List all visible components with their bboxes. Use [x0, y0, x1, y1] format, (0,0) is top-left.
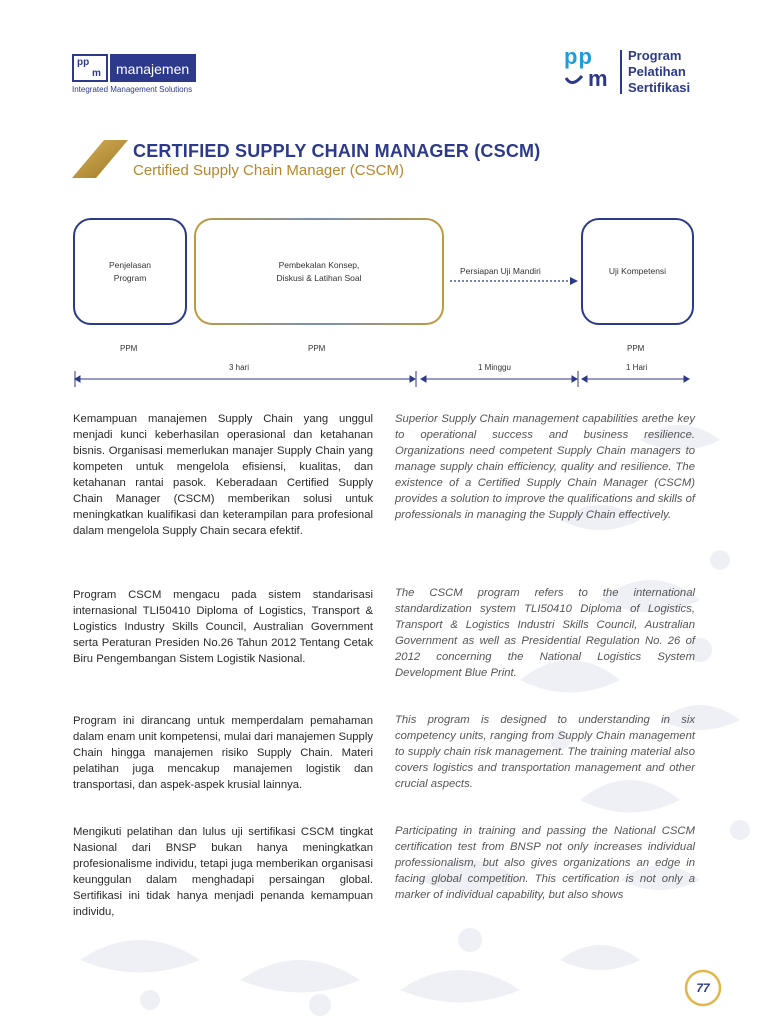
- paragraph-text: Participating in training and passing the National CSCM certification test from BNSP not only increases individual professionalism, but also gives organizations an edge in facing global competition. This certification is not only a marker of individual capability, but also shows: [395, 825, 695, 901]
- logo-letter-m: m: [92, 68, 101, 79]
- paragraph-text: Program ini dirancang untuk memperdalam pemahaman dalam enam unit kompetensi, mulai dari manajemen Supply Chain hingga manajemen risiko Supply Chain. Materi pelatihan juga mencakup manajemen logistik dan transportasi, dan aspek-aspek krusial lainnya.: [73, 715, 373, 791]
- paragraph-text: Program CSCM mengacu pada sistem standarisasi internasional TLI50410 Diploma of Logistics, Transport & Logistics Industry Skills Council, Australian Government serta Peraturan Presiden No.26 Tahun 2012 Tentang Cetak Biru Pengembangan Sistem Logistik Nasional.: [73, 589, 373, 665]
- page-number-badge: [683, 968, 723, 1008]
- logo-line-program: Program: [628, 48, 682, 63]
- logo-tick-icon: [564, 74, 584, 88]
- duration-label: 1 Hari: [626, 363, 648, 372]
- paragraph-id-1: [73, 411, 373, 539]
- paragraph-en-2: [395, 585, 695, 681]
- program-pelatihan-sertifikasi-logo: [560, 46, 710, 98]
- duration-timeline: [72, 365, 696, 395]
- flow-step-line1: Pembekalan Konsep,: [278, 259, 360, 270]
- page-title: CERTIFIED SUPPLY CHAIN MANAGER (CSCM): [133, 141, 541, 161]
- logo-right-pp: pp: [564, 44, 593, 69]
- page-subtitle: Certified Supply Chain Manager (CSCM): [133, 162, 404, 179]
- paragraph-en-1: [395, 411, 695, 523]
- paragraph-text: This program is designed to understanding in six competency units, ranging from Supply Chain management to supply chain risk management. The training material also covers logistics and transportation management and other crucial aspects.: [395, 714, 695, 790]
- title-accent-slash: [72, 140, 132, 180]
- dotted-arrow: [448, 276, 580, 286]
- org-label: PPM: [308, 344, 326, 353]
- duration-label: 3 hari: [229, 363, 250, 372]
- flow-step-line2: Diskusi & Latihan Soal: [276, 272, 362, 283]
- org-label: PPM: [120, 344, 138, 353]
- logo-brand-text: manajemen: [116, 61, 190, 77]
- logo-letters-pp: pp: [77, 57, 90, 68]
- duration-label: 1 Minggu: [478, 363, 511, 372]
- ppm-manajemen-logo: [72, 54, 202, 96]
- page-number: 77: [696, 981, 710, 995]
- flow-step-label: [276, 259, 361, 285]
- paragraph-text: The CSCM program refers to the international standardization system TLI50410 Diploma of Logistics, Transport & Logistics Industri Skills Council, Australian Government as well as Presidential Regulation No. 26 of 2012 concerning the National Logistics System Development Blue Print.: [395, 587, 695, 679]
- paragraph-en-3: [395, 712, 695, 792]
- flow-step-label: Uji Kompetensi: [608, 266, 667, 276]
- paragraph-id-3: [73, 713, 373, 793]
- logo-line-pelatihan: Pelatihan: [628, 64, 686, 79]
- logo-right-m: m: [588, 66, 608, 91]
- paragraph-text: Superior Supply Chain management capabilities arethe key to operational success and business resilience. Organizations need competent Supply Chain managers to manage supply chain efficiency, quality and resilience. The existence of a Certified Supply Chain Manager (CSCM) provides a solution to improve the qualifications and skills of professionals in managing the Supply Chain effectively.: [395, 413, 695, 521]
- ppm-logo-mark: [72, 54, 108, 82]
- logo-divider: [620, 50, 622, 94]
- flow-step-penjelasan: [73, 218, 187, 325]
- paragraph-text: Kemampuan manajemen Supply Chain yang unggul menjadi kunci keberhasilan operasional dan ketahanan bisnis. Organisasi memerlukan manajer Supply Chain yang kompeten untuk mengelola efisiensi, kualitas, dan ketahanan rantai pasok. Keberadaan Certified Supply Chain Manager (CSCM) memberikan solusi untuk meningkatkan kualifikasi dan keterampilan para profesional dalam mengelola Supply Chain secara efektif.: [73, 413, 373, 537]
- flow-step-uji-kompetensi: [581, 218, 694, 325]
- flow-step-label: Penjelasan Program: [108, 259, 152, 283]
- flow-arrow-label: Persiapan Uji Mandiri: [460, 266, 541, 276]
- logo-line-sertifikasi: Sertifikasi: [628, 80, 691, 95]
- logo-tagline: Integrated Management Solutions: [72, 85, 193, 94]
- logo-band: [110, 54, 196, 82]
- paragraph-id-2: [73, 587, 373, 667]
- flow-step-pembekalan: [194, 218, 444, 325]
- paragraph-id-4: [73, 824, 373, 920]
- logo-right-text: [628, 48, 690, 96]
- paragraph-text: Mengikuti pelatihan dan lulus uji sertifikasi CSCM tingkat Nasional dari BNSP bukan hanya meningkatkan profesionalisme individu, tetapi juga memberikan organisasi keunggulan dalam menghadapi persaingan global. Sertifikasi ini tidak hanya menjadi penanda kemampuan individu,: [73, 826, 373, 918]
- paragraph-en-4: [395, 823, 695, 903]
- org-label: PPM: [627, 344, 645, 353]
